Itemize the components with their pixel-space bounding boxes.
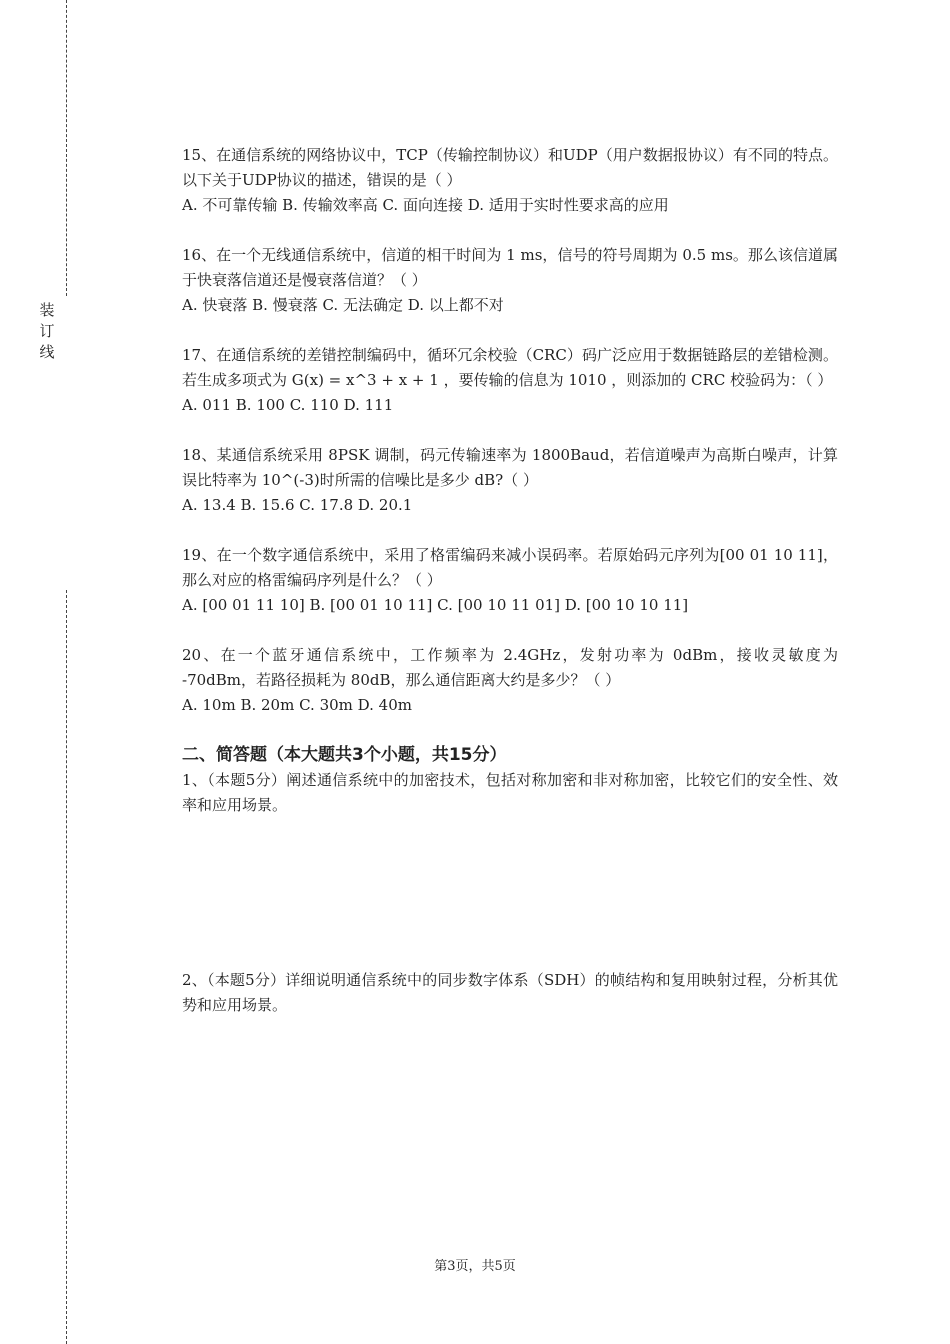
short-answer-question-2: 2、（本题5分）详细说明通信系统中的同步数字体系（SDH）的帧结构和复用映射过程，分析其优势和应用场景。 [182,971,838,1014]
question-stem: 20、在一个蓝牙通信系统中，工作频率为 2.4GHz，发射功率为 0dBm，接收灵敏度为 -70dBm，若路径损耗为 80dB，那么通信距离大约是多少？（ ） [182,646,838,689]
page-number: 第3页，共5页 [434,1259,516,1274]
question-18 [182,443,838,518]
question-options: A. 不可靠传输 B. 传输效率高 C. 面向连接 D. 适用于实时性要求高的应用 [182,196,669,214]
question-19 [182,543,838,618]
question-stem: 19、在一个数字通信系统中，采用了格雷编码来减小误码率。若原始码元序列为[00 01 10 11]，那么对应的格雷编码序列是什么？（ ） [182,546,838,589]
question-options: A. 10m B. 20m C. 30m D. 40m [182,696,412,714]
question-options: A. 快衰落 B. 慢衰落 C. 无法确定 D. 以上都不对 [182,296,504,314]
question-20 [182,643,838,718]
section-title-short-answer: 二、简答题（本大题共3个小题，共15分） [182,745,507,765]
binding-dashed-line-top [66,0,67,296]
question-stem: 17、在通信系统的差错控制编码中，循环冗余校验（CRC）码广泛应用于数据链路层的差错检测。若生成多项式为 G(x) = x^3 + x + 1 ，要传输的信息为 1010 ，则添加的 CRC 校验码为：（ ） [182,346,838,389]
binding-label-char: 订 [39,322,55,340]
question-16 [182,243,838,318]
exam-content [182,143,838,1018]
question-stem: 16、在一个无线通信系统中，信道的相干时间为 1 ms，信号的符号周期为 0.5 ms。那么该信道属于快衰落信道还是慢衰落信道？（ ） [182,246,838,289]
question-options: A. [00 01 11 10] B. [00 01 10 11] C. [00 10 11 01] D. [00 10 10 11] [182,596,689,614]
question-options: A. 13.4 B. 15.6 C. 17.8 D. 20.1 [182,496,413,514]
binding-label-char: 线 [39,343,55,361]
question-stem: 15、在通信系统的网络协议中，TCP（传输控制协议）和UDP（用户数据报协议）有不同的特点。以下关于UDP协议的描述，错误的是（ ） [182,146,838,189]
question-options: A. 011 B. 100 C. 110 D. 111 [182,396,394,414]
binding-label-char: 装 [39,301,55,319]
question-17 [182,343,838,418]
short-answer-question-1: 1、（本题5分）阐述通信系统中的加密技术，包括对称加密和非对称加密，比较它们的安全性、效率和应用场景。 [182,771,838,814]
binding-line-label [36,300,58,363]
binding-dashed-line-bottom [66,590,67,1344]
question-stem: 18、某通信系统采用 8PSK 调制，码元传输速率为 1800Baud，若信道噪声为高斯白噪声，计算误比特率为 10^(-3)时所需的信噪比是多少 dB?（ ） [182,446,838,489]
question-15 [182,143,838,218]
